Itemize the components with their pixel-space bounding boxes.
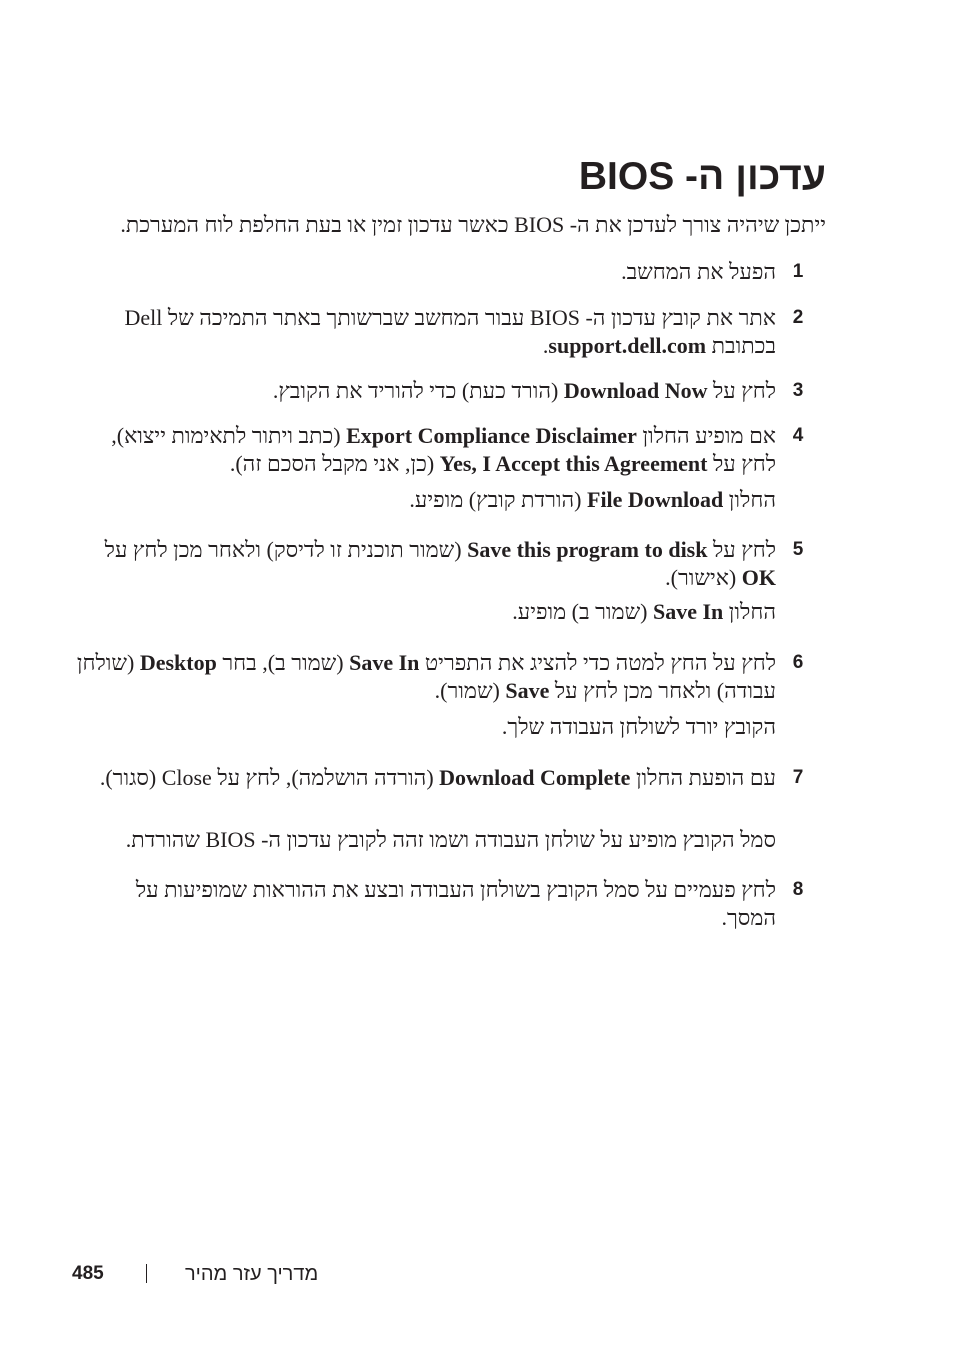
download-now-label: Download Now [563,378,708,403]
step-number: 2 [792,307,804,328]
save-program-label: Save this program to disk [467,537,708,562]
desktop-label: Desktop [139,650,217,675]
step-text: לחץ על החץ למטה כדי להציג את התפריט Save In (שמור ב), בחר Desktop (שולחן עבודה) ולאחר מכן לחץ על Save (שמור). [76,650,776,703]
page-number: 485 [72,1263,104,1284]
footer-divider [146,1264,147,1283]
file-download-label: File Download [587,487,724,512]
step-7-note: סמל הקובץ מופיע על שולחן העבודה ושמו זהה לקובץ עדכון ה- BIOS שהורדת. [125,827,776,852]
ok-label: OK [741,565,776,590]
step-text: עם הופעת החלון Download Complete (הורדה הושלמה), לחץ על Close (סגור). [99,765,776,790]
url-text: support.dell.com [548,333,707,358]
save-label: Save [505,678,550,703]
intro-paragraph: ייתכן שיהיה צורך לעדכן את ה- BIOS כאשר עדכון זמין או בעת החלפת לוח המערכת. [120,212,826,237]
step-number: 6 [792,652,804,673]
step-number: 7 [792,767,804,788]
step-number: 8 [792,879,804,900]
step-result: החלון File Download (הורדת קובץ) מופיע. [409,487,776,512]
step-text: הפעל את המחשב. [621,259,776,284]
download-complete-label: Download Complete [439,765,631,790]
step-text: לחץ על Save this program to disk (שמור תוכנית זו לדיסק) ולאחר מכן לחץ על OK (אישור). [104,537,776,590]
step-text: לחץ פעמיים על סמל הקובץ בשולחן העבודה ובצע את ההוראות שמופיעות על המסך. [135,877,776,930]
step-result: החלון Save In (שמור ב) מופיע. [512,599,776,624]
step-number: 1 [792,261,804,282]
save-in-label: Save In [653,599,724,624]
step-number: 5 [792,539,804,560]
guide-title: מדריך עזר מהיר [185,1263,319,1285]
step-number: 4 [792,425,804,446]
save-in-menu-label: Save In [349,650,420,675]
step-text: לחץ על Download Now (הורד כעת) כדי להוריד את הקובץ. [272,378,776,403]
step-text: אם מופיע החלון Export Compliance Disclaimer (כתב ויתור לתאימות ייצוא), לחץ על Yes, I Accept this Agreement (כן, אני מקבל הסכם זה). [111,423,776,476]
step-number: 3 [792,380,804,401]
accept-agreement-label: Yes, I Accept this Agreement [439,451,708,476]
step-text: אתר את קובץ עדכון ה- BIOS עבור המחשב שברשותך באתר התמיכה של Dell בכתובת support.dell.com. [124,305,776,358]
step-result: הקובץ יורד לשולחן העבודה שלך. [501,714,776,739]
page-title: עדכון ה- BIOS [578,155,826,198]
export-disclaimer-label: Export Compliance Disclaimer [346,423,637,448]
